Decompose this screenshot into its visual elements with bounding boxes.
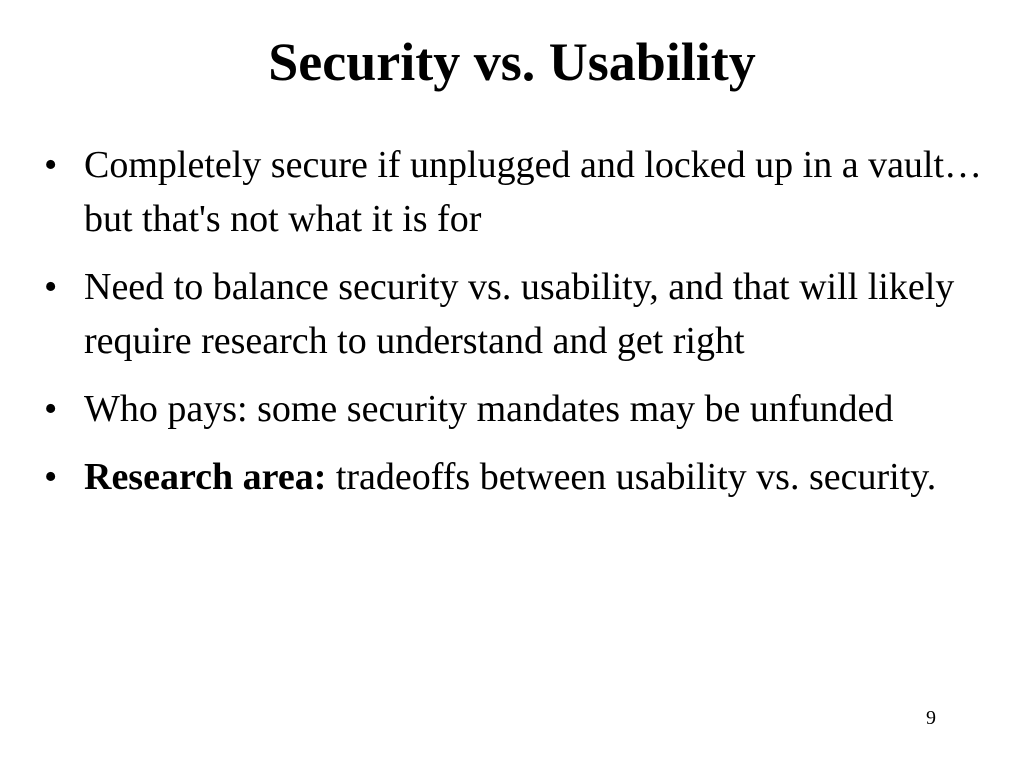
page-number: 9 [926, 707, 936, 729]
bullet-item [44, 450, 994, 504]
bullet-text: tradeoffs between usability vs. security. [326, 456, 937, 498]
bullet-marker: • [44, 144, 58, 186]
bullet-text: Who pays: some security mandates may be unfunded [84, 388, 894, 430]
bullet-text: Completely secure if unplugged and locked up in a vault… but that's not what it is for [84, 144, 983, 240]
bullet-item [44, 382, 994, 436]
slide-title: Security vs. Usability [268, 32, 756, 92]
bullet-marker: • [44, 388, 58, 430]
bullet-marker: • [44, 456, 58, 498]
bullet-item [44, 260, 994, 368]
bullet-bold-lead: Research area: [84, 456, 327, 498]
bullet-list [44, 138, 994, 518]
bullet-marker: • [44, 266, 58, 308]
bullet-item [44, 138, 994, 246]
bullet-text: Need to balance security vs. usability, and that will likely require research to understand and get right [84, 266, 955, 362]
